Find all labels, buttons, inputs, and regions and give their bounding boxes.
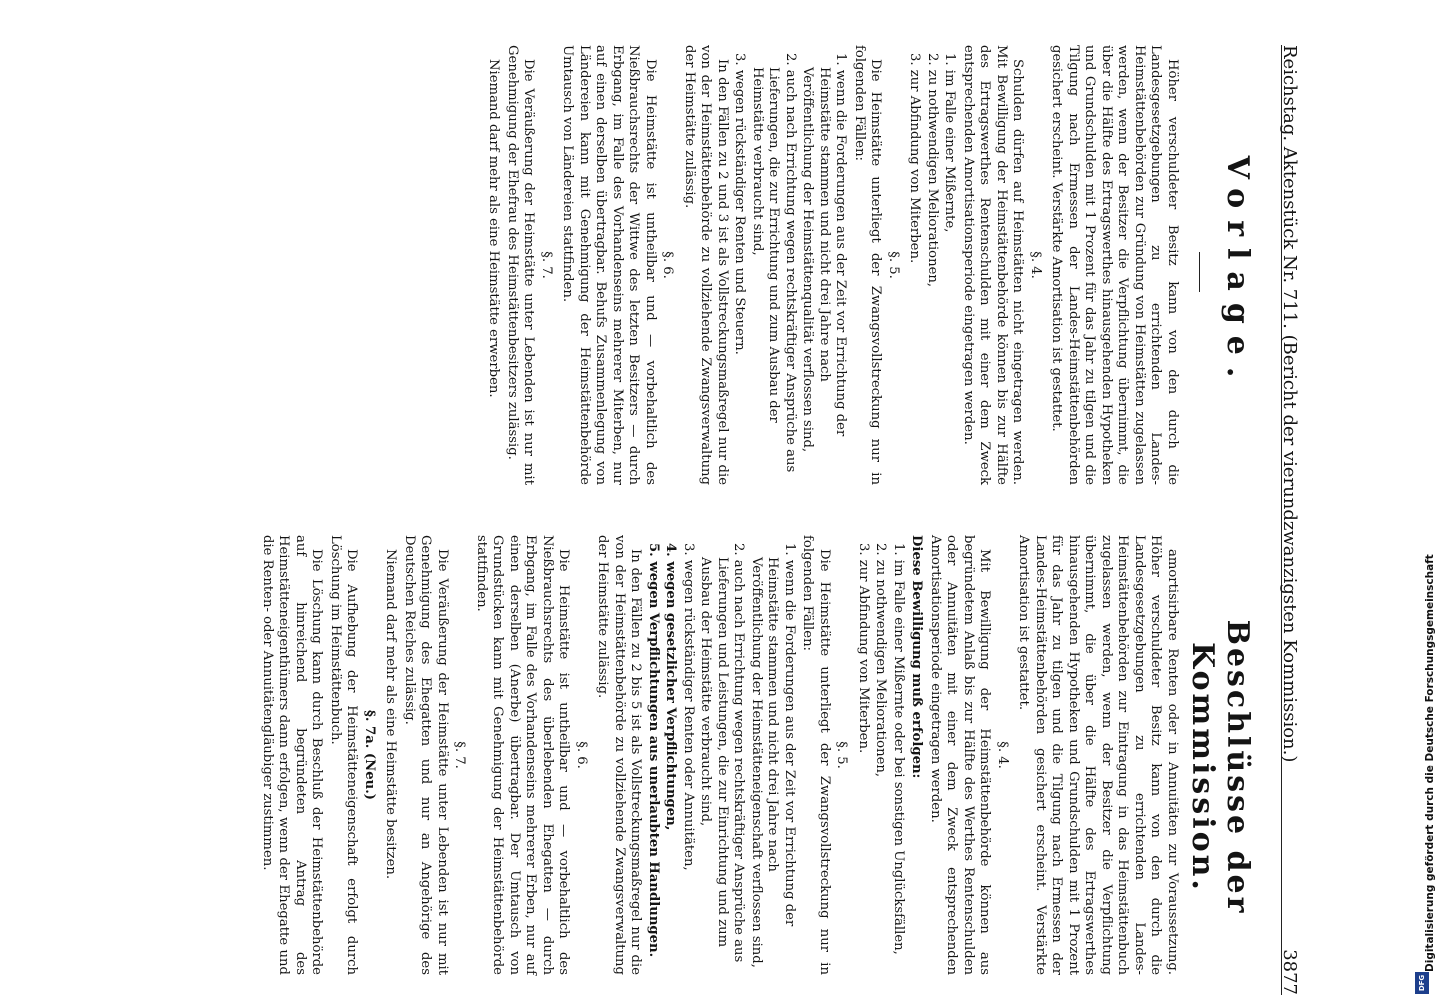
right-s5-item: 5. wegen Verpflichtungen aus unerlaubten Handlungen. [646,543,661,958]
running-header: Reichstag. Aktenstück Nr. 711. (Bericht der vierundzwanzigsten Kommission.) [1279,45,1300,763]
page-number: 3877 [1279,949,1300,995]
right-s7-heading: §. 7. [452,741,468,769]
right-s7-text-2: Niemand darf mehr als eine Heimstätte besitzen. [383,549,399,880]
dfg-logo-icon [1415,972,1429,994]
right-s5-item: 2. auch nach Errichtung wegen rechtskräftiger Ansprüche aus Lieferungen und Leistungen, die zur Einrichtung und zum Ausbau der Heimstätte verbraucht sind, [698,543,747,963]
left-s4-heading: §. 4. [1028,251,1043,279]
left-s7-heading: §. 7. [539,251,554,279]
left-s5-item: 1. wenn die Forderungen aus der Zeit vor Errichtung der Heimstätte stammen und nicht drei Jahre nach Veröffentlichung der Heimstättenqualität verflossen sind, [800,53,849,453]
right-s4-item: 3. zur Abfindung von Miterben. [856,543,871,754]
left-s4-text: Schulden dürfen auf Heimstätten nicht eingetragen werden. Mit Bewilligung der Heimstättenbehörde können bis zur Hälfte des Ertragswerthes Rentenschulden mit einer dem Zweck entsprechenden Amortisationsperiode eingetragen werden. [961,45,1026,485]
left-s5-item: 2. auch nach Errichtung wegen rechtskräftiger Ansprüche aus Lieferungen, die zur Errichtung und zum Ausbau der Heimstätte verbraucht sind, [750,53,798,473]
right-s5-item: 3. wegen rückständiger Renten oder Annuitäten, [681,543,696,871]
left-s6-text: Die Heimstätte ist untheilbar und — vorbehaltlich des Nießbrauchsrechts der Wittwe des letzten Besitzers — durch Erbgang, im Falle des Vorhandenseins mehrerer Miterben, nur auf einen derselben übertragbar. Behufs Zusammenlegung von Ländereien kann mit Genehmigung der Heimstättenbehörde Umtausch von Ländereien stattfinden. [560,45,658,485]
right-s7-text: Die Veräußerung der Heimstätte unter Lebenden ist nur mit Genehmigung des Ehegatten und nur an Angehörige des Deutschen Reiches zulässig. [402,535,450,975]
left-s6-heading: §. 6. [660,251,676,279]
left-s5-text: Die Heimstätte unterliegt der Zwangsvollstreckung nur in folgenden Fällen: [852,45,884,485]
left-s5-heading: §. 5. [886,251,901,279]
right-column-title: Beschlüsse der Kommission. [1185,619,1255,916]
right-s6-heading: §. 6. [574,741,589,769]
right-s5-item: 4. wegen gesetzlicher Verpflichtungen, [663,543,679,831]
rotated-page-content [60,45,1300,995]
left-s7-text-2: Niemand darf mehr als eine Heimstätte erwerben. [486,59,502,398]
left-s4-item: 1. im Falle einer Mißernte, [942,53,958,233]
left-s4-item: 2. zu nothwendigen Meliorationen, [925,53,940,288]
left-column-title: Vorlage. [1220,155,1255,390]
left-s7-text: Die Veräußerung der Heimstätte unter Lebenden ist nur mit Genehmigung der Ehefrau des Heimstättenbesitzers zulässig. [505,45,537,485]
right-s4-emphasis-text: Diese Bewilligung muß erfolgen: [909,535,925,779]
left-s4-item: 3. zur Abfindung von Miterben. [907,53,923,264]
left-s5-closing: In den Fällen zu 2 und 3 ist als Vollstreckungsmaßregel nur die von der Heimstättenbehörde zu vollziehende Zwangsverwaltung der Heimstätte zulässig. [682,45,730,485]
left-s5-item: 3. wegen rückständiger Renten und Steuern. [732,53,748,355]
right-s4-emphasis [908,535,925,975]
left-intro-paragraph: Höher verschuldeter Besitz kann von den durch die Landesgesetzgebungen zu errichtenden Landes-Heimstättenbehörden zur Gründung von Heimstätten zugelassen werden, wenn der Besitzer die Verpflichtung übernimmt, die über die Hälfte des Ertragswerthes hinausgehenden Hypotheken und Grundschulden mit 1 Prozent für das Jahr zu tilgen und die Tilgung nach Ermessen der Landes-Heimstättenbehörden gesichert erscheint. Verstärkte Amortisation ist gestattet. [1049,45,1180,485]
right-s6-text: Die Heimstätte ist untheilbar und — vorbehaltlich des Nießbrauchsrechts des überlebenden Ehegatten — durch Erbgang, im Falle des Vorhandenseins mehrerer Erben, nur auf einen derselben (Anerbe) übertragbar. Der Umtausch von Grundstücken kann mit Genehmigung der Heimstättenbehörde stattfinden. [474,535,572,975]
right-s4-text: Mit Bewilligung der Heimstättenbehörde können aus begründetem Anlaß bis zur Hälfte des Werthes Rentenschulden oder Annuitäten mit einer dem Zweck entsprechenden Amortisationsperiode eingetragen werden. [928,535,993,975]
left-title-rule [1199,252,1200,292]
right-s7a-text-2: Die Löschung kann durch Beschluß der Heimstättenbehörde auf hinreichend begründeten Antrag des Heimstätteneigenthümers dann erfolgen, wenn der Ehegatte und die Renten- oder Annuitätengläubiger zustimmen. [260,535,325,975]
right-s7a-heading: §. 7a. (Neu.) [362,709,377,801]
right-s5-text: Die Heimstätte unterliegt der Zwangsvollstreckung nur in folgenden Fällen: [800,535,832,975]
right-s4-item: 1. im Falle einer Mißernte oder bei sonstigen Unglücksfällen, [891,543,906,955]
right-s5-heading: §. 5. [834,741,850,769]
right-s4-heading: §. 4. [995,741,1010,769]
right-s5-closing: In den Fällen zu 2 bis 5 ist als Vollstreckungsmaßregel nur die von der Heimstättenbehörde zu vollziehende Zwangsverwaltung der Heimstätte zulässig. [595,535,644,975]
right-s7a-text: Die Aufhebung der Heimstätteneigenschaft erfolgt durch Löschung im Heimstättenbuch. [328,535,360,975]
left-column [80,45,1180,485]
right-column [80,535,1180,975]
digitization-credit: Digitalisierung gefördert durch die Deutsche Forschungsgemeinschaft [1424,554,1436,972]
right-intro-paragraph: amortisirbare Renten oder in Annuitäten zur Voraussetzung. Höher verschuldeter Besitz kann von den durch die Landesgesetzgebungen zu errichtenden Landes-Heimstättenbehörden zur Eintragung in das Heimstättenbuch zugelassen werden, wenn der Besitzer die Verpflichtung übernimmt, die über die Hälfte des Ertragswerthes hinausgehenden Hypotheken und Grundschulden mit 1 Prozent für das Jahr zu tilgen und die Tilgung nach Ermessen der Landes-Heimstättenbehörden gesichert erscheint. Verstärkte Amortisation ist gestattet. [1016,535,1180,975]
dfg-logo-text: DFG [1418,974,1426,992]
right-s4-item: 2. zu nothwendigen Meliorationen, [873,543,889,778]
right-s5-item: 1. wenn die Forderungen aus der Zeit vor Errichtung der Heimstätte stammen und nicht drei Jahre nach Veröffentlichung der Heimstätteneigenschaft verflossen sind, [749,543,797,968]
